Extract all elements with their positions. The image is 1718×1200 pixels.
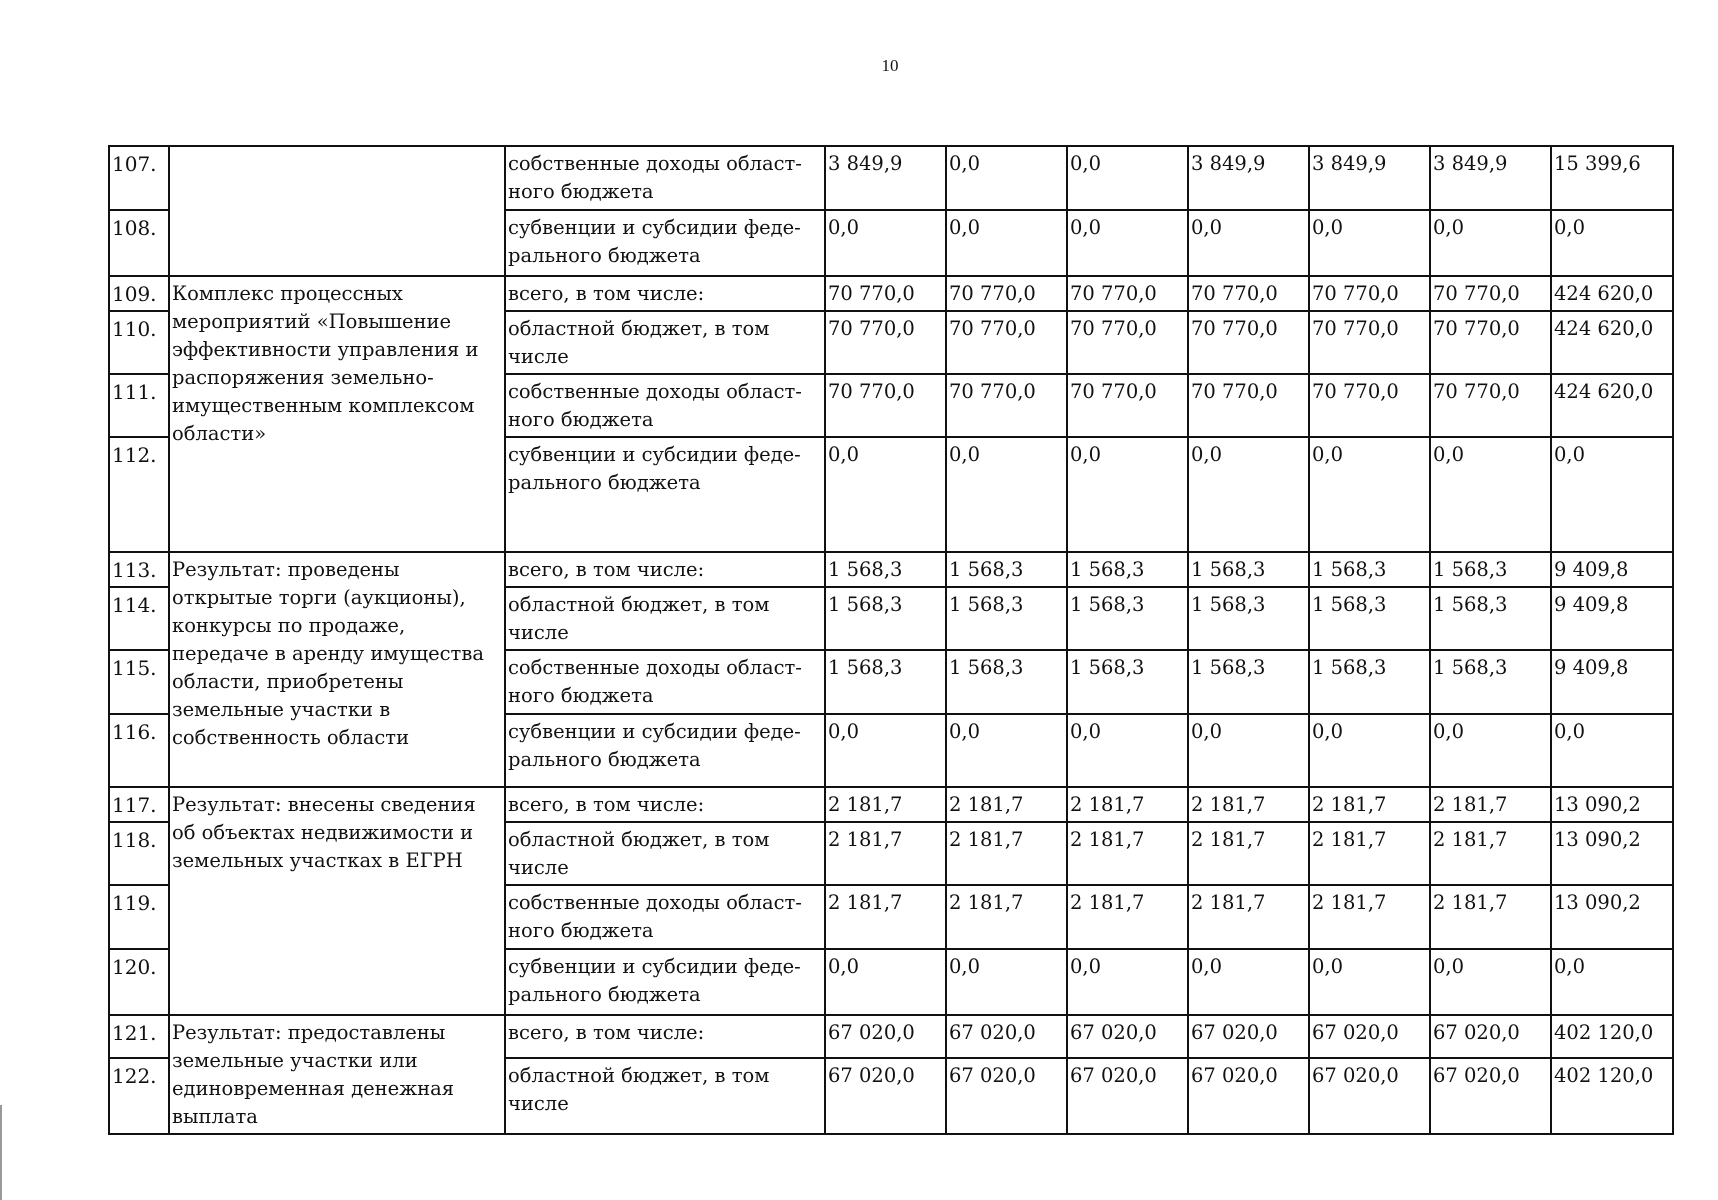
value-cell: 2 181,7	[946, 885, 1067, 949]
row-number: 107.	[109, 146, 169, 210]
row-number: 122.	[109, 1058, 169, 1135]
row-number: 110.	[109, 311, 169, 374]
value-cell: 0,0	[825, 437, 946, 552]
table-row	[109, 146, 1673, 210]
value-cell: 1 568,3	[1067, 552, 1188, 587]
funding-source: субвенции и субсидии феде-рального бюджета	[505, 949, 825, 1015]
total-cell: 13 090,2	[1551, 787, 1673, 822]
value-cell: 70 770,0	[1188, 311, 1309, 374]
value-cell: 70 770,0	[1309, 276, 1430, 311]
value-cell: 67 020,0	[825, 1015, 946, 1058]
value-cell: 2 181,7	[1430, 787, 1551, 822]
value-cell: 0,0	[1067, 210, 1188, 276]
value-cell: 70 770,0	[946, 311, 1067, 374]
value-cell: 70 770,0	[1188, 276, 1309, 311]
value-cell: 0,0	[1430, 949, 1551, 1015]
value-cell: 0,0	[1430, 437, 1551, 552]
value-cell: 0,0	[1309, 714, 1430, 787]
value-cell: 0,0	[1430, 210, 1551, 276]
value-cell: 1 568,3	[1309, 650, 1430, 714]
value-cell: 1 568,3	[1188, 552, 1309, 587]
value-cell: 67 020,0	[946, 1058, 1067, 1135]
value-cell: 2 181,7	[1430, 885, 1551, 949]
budget-table-wrapper	[108, 145, 1672, 1135]
value-cell: 70 770,0	[825, 311, 946, 374]
total-cell: 9 409,8	[1551, 552, 1673, 587]
value-cell: 2 181,7	[1188, 885, 1309, 949]
row-description: Результат: внесены сведения об объектах недвижимости и земельных участках в ЕГРН	[169, 787, 505, 1015]
value-cell: 0,0	[1067, 146, 1188, 210]
row-description: Результат: предоставлены земельные участки или единовременная денежная выплата	[169, 1015, 505, 1134]
value-cell: 70 770,0	[1430, 374, 1551, 437]
row-number: 119.	[109, 885, 169, 949]
total-cell: 9 409,8	[1551, 650, 1673, 714]
row-description: Комплекс процессных мероприятий «Повышение эффективности управления и распоряжения земельно-имущественным комплексом области»	[169, 276, 505, 552]
total-cell: 402 120,0	[1551, 1058, 1673, 1135]
value-cell: 0,0	[825, 210, 946, 276]
value-cell: 2 181,7	[825, 885, 946, 949]
value-cell: 0,0	[946, 714, 1067, 787]
value-cell: 2 181,7	[825, 822, 946, 885]
row-number: 120.	[109, 949, 169, 1015]
row-number: 117.	[109, 787, 169, 822]
table-row	[109, 276, 1673, 311]
total-cell: 424 620,0	[1551, 276, 1673, 311]
total-cell: 13 090,2	[1551, 885, 1673, 949]
row-number: 116.	[109, 714, 169, 787]
row-description: Результат: проведены открытые торги (аукционы), конкурсы по продаже, передаче в аренду имущества области, приобретены земельные участки в собственность области	[169, 552, 505, 787]
value-cell: 3 849,9	[1309, 146, 1430, 210]
row-number: 108.	[109, 210, 169, 276]
value-cell: 2 181,7	[825, 787, 946, 822]
value-cell: 3 849,9	[1430, 146, 1551, 210]
value-cell: 1 568,3	[825, 552, 946, 587]
value-cell: 67 020,0	[1067, 1015, 1188, 1058]
value-cell: 1 568,3	[1067, 587, 1188, 650]
total-cell: 0,0	[1551, 949, 1673, 1015]
value-cell: 1 568,3	[1309, 552, 1430, 587]
total-cell: 424 620,0	[1551, 311, 1673, 374]
total-cell: 424 620,0	[1551, 374, 1673, 437]
value-cell: 2 181,7	[1309, 885, 1430, 949]
funding-source: всего, в том числе:	[505, 1015, 825, 1058]
total-cell: 0,0	[1551, 714, 1673, 787]
funding-source: собственные доходы област-ного бюджета	[505, 885, 825, 949]
value-cell: 67 020,0	[1067, 1058, 1188, 1135]
value-cell: 70 770,0	[1188, 374, 1309, 437]
value-cell: 70 770,0	[825, 374, 946, 437]
row-number: 112.	[109, 437, 169, 552]
value-cell: 0,0	[946, 210, 1067, 276]
value-cell: 0,0	[1309, 949, 1430, 1015]
value-cell: 0,0	[1188, 437, 1309, 552]
funding-source: всего, в том числе:	[505, 552, 825, 587]
value-cell: 67 020,0	[1309, 1015, 1430, 1058]
row-number: 114.	[109, 587, 169, 650]
value-cell: 1 568,3	[825, 587, 946, 650]
value-cell: 70 770,0	[1067, 276, 1188, 311]
value-cell: 70 770,0	[1309, 374, 1430, 437]
value-cell: 70 770,0	[825, 276, 946, 311]
scan-edge-mark	[0, 1105, 2, 1200]
funding-source: областной бюджет, в том числе	[505, 311, 825, 374]
table-row	[109, 552, 1673, 587]
value-cell: 2 181,7	[946, 787, 1067, 822]
value-cell: 70 770,0	[1067, 311, 1188, 374]
row-number: 111.	[109, 374, 169, 437]
funding-source: субвенции и субсидии феде-рального бюджета	[505, 714, 825, 787]
value-cell: 0,0	[1430, 714, 1551, 787]
total-cell: 13 090,2	[1551, 822, 1673, 885]
value-cell: 67 020,0	[946, 1015, 1067, 1058]
funding-source: областной бюджет, в том числе	[505, 822, 825, 885]
value-cell: 0,0	[1309, 210, 1430, 276]
value-cell: 0,0	[946, 146, 1067, 210]
budget-table	[108, 145, 1674, 1135]
funding-source: субвенции и субсидии феде-рального бюджета	[505, 437, 825, 552]
total-cell: 0,0	[1551, 437, 1673, 552]
value-cell: 0,0	[1188, 714, 1309, 787]
value-cell: 2 181,7	[1188, 787, 1309, 822]
row-number: 121.	[109, 1015, 169, 1058]
value-cell: 1 568,3	[946, 587, 1067, 650]
value-cell: 67 020,0	[825, 1058, 946, 1135]
value-cell: 70 770,0	[946, 374, 1067, 437]
funding-source: всего, в том числе:	[505, 276, 825, 311]
row-number: 115.	[109, 650, 169, 714]
value-cell: 1 568,3	[946, 650, 1067, 714]
value-cell: 2 181,7	[946, 822, 1067, 885]
row-number: 109.	[109, 276, 169, 311]
value-cell: 67 020,0	[1188, 1015, 1309, 1058]
value-cell: 3 849,9	[1188, 146, 1309, 210]
funding-source: всего, в том числе:	[505, 787, 825, 822]
value-cell: 1 568,3	[946, 552, 1067, 587]
value-cell: 2 181,7	[1430, 822, 1551, 885]
value-cell: 0,0	[946, 949, 1067, 1015]
value-cell: 0,0	[1067, 949, 1188, 1015]
value-cell: 67 020,0	[1309, 1058, 1430, 1135]
value-cell: 1 568,3	[1430, 552, 1551, 587]
value-cell: 1 568,3	[1430, 650, 1551, 714]
value-cell: 67 020,0	[1430, 1015, 1551, 1058]
row-number: 118.	[109, 822, 169, 885]
row-number: 113.	[109, 552, 169, 587]
value-cell: 2 181,7	[1067, 787, 1188, 822]
funding-source: субвенции и субсидии феде-рального бюджета	[505, 210, 825, 276]
value-cell: 1 568,3	[1188, 587, 1309, 650]
value-cell: 67 020,0	[1430, 1058, 1551, 1135]
value-cell: 2 181,7	[1309, 787, 1430, 822]
value-cell: 0,0	[825, 714, 946, 787]
value-cell: 2 181,7	[1309, 822, 1430, 885]
funding-source: собственные доходы област-ного бюджета	[505, 650, 825, 714]
value-cell: 0,0	[1309, 437, 1430, 552]
value-cell: 0,0	[946, 437, 1067, 552]
value-cell: 0,0	[825, 949, 946, 1015]
value-cell: 1 568,3	[1309, 587, 1430, 650]
row-description	[169, 146, 505, 276]
funding-source: областной бюджет, в том числе	[505, 587, 825, 650]
value-cell: 0,0	[1188, 210, 1309, 276]
table-row	[109, 1015, 1673, 1058]
value-cell: 1 568,3	[1188, 650, 1309, 714]
value-cell: 70 770,0	[1067, 374, 1188, 437]
value-cell: 0,0	[1188, 949, 1309, 1015]
value-cell: 1 568,3	[1067, 650, 1188, 714]
value-cell: 0,0	[1067, 714, 1188, 787]
value-cell: 2 181,7	[1188, 822, 1309, 885]
value-cell: 70 770,0	[1430, 311, 1551, 374]
total-cell: 15 399,6	[1551, 146, 1673, 210]
value-cell: 1 568,3	[1430, 587, 1551, 650]
value-cell: 0,0	[1067, 437, 1188, 552]
value-cell: 70 770,0	[1309, 311, 1430, 374]
value-cell: 2 181,7	[1067, 822, 1188, 885]
page-number: 10	[881, 56, 899, 75]
funding-source: собственные доходы област-ного бюджета	[505, 146, 825, 210]
funding-source: собственные доходы област-ного бюджета	[505, 374, 825, 437]
value-cell: 70 770,0	[1430, 276, 1551, 311]
value-cell: 2 181,7	[1067, 885, 1188, 949]
value-cell: 1 568,3	[825, 650, 946, 714]
value-cell: 70 770,0	[946, 276, 1067, 311]
value-cell: 3 849,9	[825, 146, 946, 210]
table-row	[109, 787, 1673, 822]
value-cell: 67 020,0	[1188, 1058, 1309, 1135]
funding-source: областной бюджет, в том числе	[505, 1058, 825, 1135]
total-cell: 0,0	[1551, 210, 1673, 276]
total-cell: 402 120,0	[1551, 1015, 1673, 1058]
total-cell: 9 409,8	[1551, 587, 1673, 650]
